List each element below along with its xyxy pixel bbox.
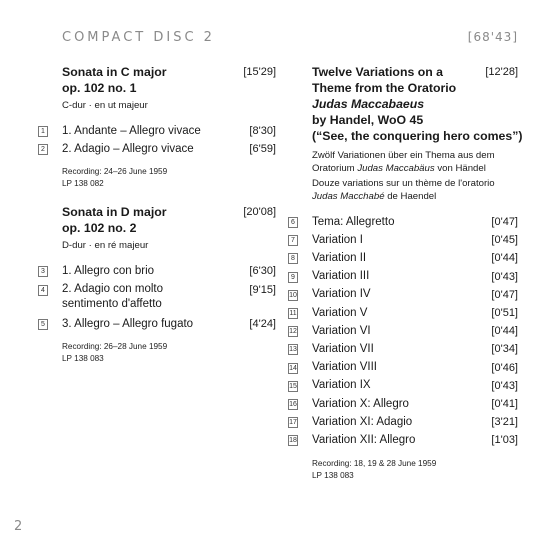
disc-title: COMPACT DISC 2 (62, 30, 215, 45)
recording-info: Recording: 18, 19 & 28 June 1959 LP 138 083 (312, 458, 437, 480)
work-sonata-d-major (38, 204, 276, 365)
track-item[interactable] (288, 413, 518, 431)
track-item[interactable] (288, 286, 518, 304)
track-duration: [6'59] (249, 143, 276, 156)
track-title: 2. Adagio con molto sentimento d'affetto (62, 283, 164, 311)
track-duration: [1'03] (491, 434, 518, 447)
track-number-box: 15 (289, 382, 297, 390)
track-number-box: 14 (289, 364, 297, 372)
track-title: Variation IV (312, 288, 371, 301)
track-title: Variation IX (312, 379, 371, 392)
track-duration: [0'43] (491, 379, 518, 392)
track-title: 1. Allegro con brio (62, 264, 155, 277)
right-column (288, 64, 523, 482)
track-item[interactable] (288, 304, 518, 322)
track-number-box: 10 (289, 291, 297, 299)
track-title: 2. Adagio – Allegro vivace (62, 142, 194, 155)
track-title: Variation XII: Allegro (312, 433, 416, 446)
track-list (38, 122, 276, 158)
recording-info: Recording: 24–26 June 1959 LP 138 082 (62, 167, 168, 189)
track-item[interactable] (38, 122, 276, 140)
track-title: Tema: Allegretto (312, 215, 395, 228)
track-item[interactable] (288, 395, 518, 413)
track-title: Variation VIII (312, 361, 377, 374)
track-list (288, 213, 518, 450)
track-item[interactable] (288, 322, 518, 340)
track-item[interactable] (38, 281, 276, 313)
page-number: 2 (14, 519, 23, 534)
track-number-box: 2 (38, 144, 48, 155)
work-duration: [15'29] (243, 66, 276, 78)
track-duration: [0'34] (491, 343, 518, 356)
track-number-box: 17 (289, 419, 297, 427)
work-duration: [20'08] (243, 206, 276, 219)
track-number-box: 16 (289, 401, 297, 409)
track-list (38, 262, 276, 333)
track-item[interactable] (38, 315, 276, 333)
track-number-box: 5 (38, 319, 48, 330)
track-item[interactable] (288, 268, 518, 286)
track-item[interactable] (288, 213, 518, 231)
work-title: Sonata in C major op. 102 no. 1 (62, 65, 167, 95)
track-duration: [0'51] (491, 307, 518, 320)
work-subtitle: C-dur · en ut majeur (62, 100, 148, 111)
track-duration: [0'44] (491, 325, 518, 338)
track-number-box: 1 (38, 126, 48, 137)
track-duration: [0'47] (491, 288, 518, 301)
work-description-de: Zwölf Variationen über ein Thema aus dem Oratorium Judas Maccabäus von Händel (312, 150, 495, 174)
disc-header (62, 30, 518, 50)
track-item[interactable] (288, 340, 518, 358)
track-item[interactable] (288, 231, 518, 249)
track-duration: [6'30] (249, 265, 276, 278)
work-title: Twelve Variations on a Theme from the Oratorio Judas Maccabaeus by Handel, WoO 45 (“See, the conquering hero comes”) (312, 65, 523, 143)
track-duration: [0'41] (491, 398, 518, 411)
track-duration: [0'43] (491, 270, 518, 283)
work-duration: [12'28] (485, 66, 518, 78)
track-number-box: 9 (288, 272, 298, 283)
track-duration: [0'45] (491, 234, 518, 247)
work-title: Sonata in D major op. 102 no. 2 (62, 205, 167, 236)
track-number-box: 11 (289, 310, 297, 318)
track-number-box: 8 (288, 253, 298, 264)
track-duration: [0'44] (491, 252, 518, 265)
track-number-box: 18 (289, 437, 297, 445)
track-item[interactable] (38, 262, 276, 280)
track-duration: [3'21] (491, 416, 518, 429)
track-title: Variation V (312, 306, 368, 319)
track-title: 3. Allegro – Allegro fugato (62, 317, 194, 330)
track-number-box: 7 (288, 235, 298, 246)
track-item[interactable] (288, 377, 518, 395)
track-number-box: 3 (38, 266, 48, 277)
disc-total-time: [68'43] (467, 30, 518, 44)
track-title: Variation XI: Adagio (312, 415, 413, 428)
track-item[interactable] (288, 359, 518, 377)
track-duration: [0'46] (491, 361, 518, 374)
left-column (38, 64, 276, 365)
track-number-box: 6 (288, 217, 298, 228)
track-title: Variation X: Allegro (312, 397, 409, 410)
track-title: Variation I (312, 233, 363, 246)
track-title: Variation III (312, 270, 370, 283)
track-duration: [0'47] (491, 216, 518, 228)
track-item[interactable] (38, 140, 276, 158)
track-duration: [4'24] (249, 318, 276, 331)
work-sonata-c-major (38, 64, 276, 190)
track-title: Variation VI (312, 324, 371, 337)
work-subtitle: D-dur · en ré majeur (62, 240, 149, 252)
track-item[interactable] (288, 431, 518, 449)
track-number-box: 13 (289, 346, 297, 354)
work-twelve-variations (288, 64, 523, 482)
track-duration: [8'30] (249, 125, 276, 137)
track-duration: [9'15] (249, 283, 276, 296)
track-number-box: 4 (38, 285, 48, 296)
track-title: Variation II (312, 251, 367, 264)
track-title: Variation VII (312, 342, 374, 355)
track-item[interactable] (288, 249, 518, 267)
track-title: 1. Andante – Allegro vivace (62, 124, 201, 137)
recording-info: Recording: 26–28 June 1959 LP 138 083 (62, 342, 168, 364)
work-description-fr: Douze variations sur un thème de l'oratorio Judas Macchabé de Haendel (312, 178, 495, 202)
track-number-box: 12 (289, 328, 297, 336)
